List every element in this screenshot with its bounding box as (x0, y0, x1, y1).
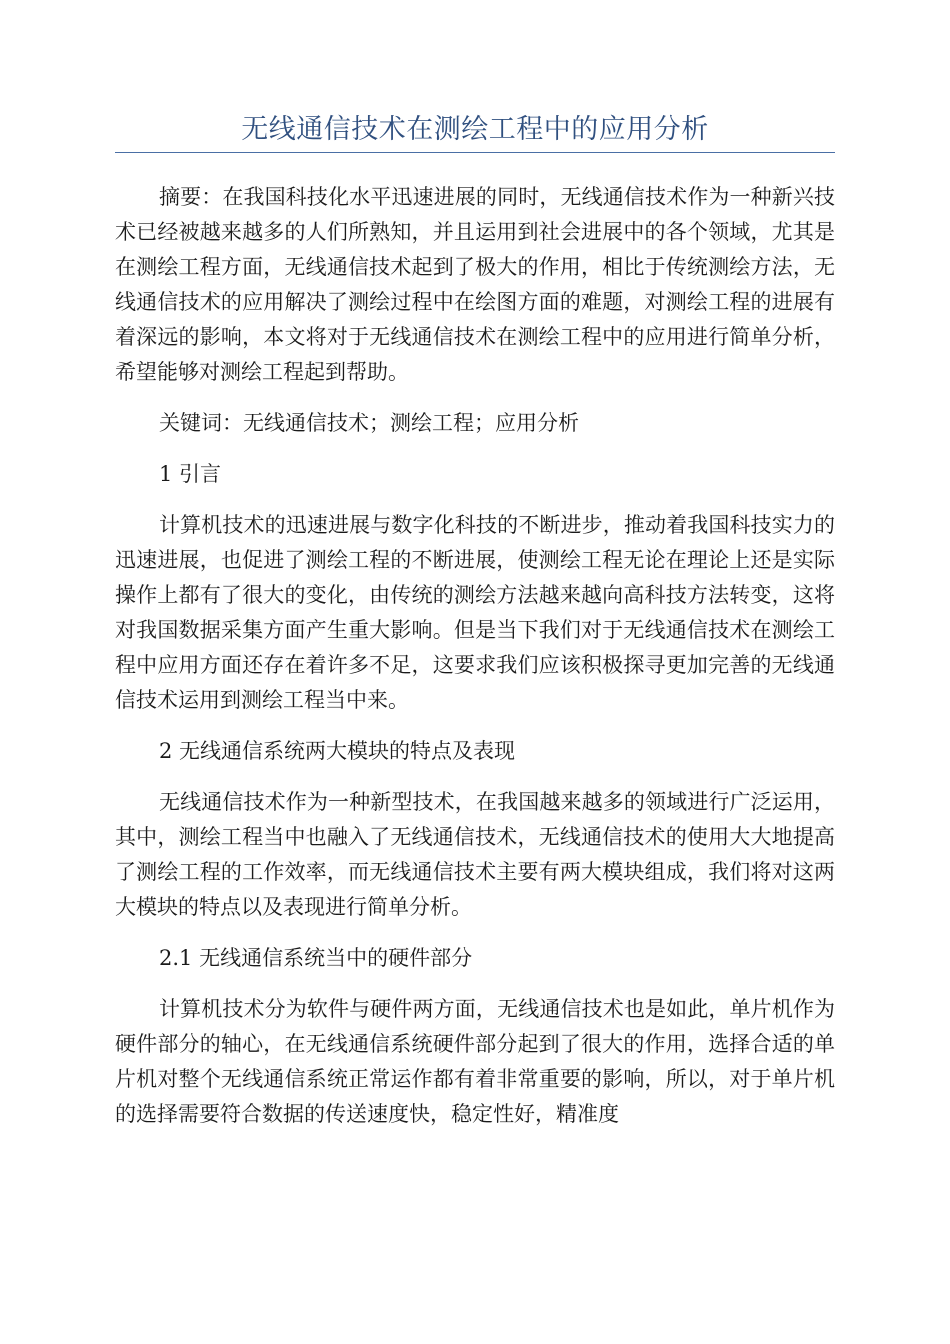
section-heading-introduction: 1 引言 (159, 462, 222, 486)
document-title: 无线通信技术在测绘工程中的应用分析 (115, 112, 835, 153)
section-paragraph-hardware: 计算机技术分为软件与硬件两方面，无线通信技术也是如此，单片机作为硬件部分的轴心，在无线通信系统硬件部分起到了很大的作用，选择合适的单片机对整个无线通信系统正常运作都有着非常重要的影响，所以，对于单片机的选择需要符合数据的传送速度快，稳定性好，精准度 (115, 997, 835, 1126)
section-heading-hardware: 2.1 无线通信系统当中的硬件部分 (159, 946, 473, 970)
document-body (115, 180, 835, 1132)
section-paragraph-introduction: 计算机技术的迅速进展与数字化科技的不断进步，推动着我国科技实力的迅速进展，也促进了测绘工程的不断进展，使测绘工程无论在理论上还是实际操作上都有了很大的变化，由传统的测绘方法越来越向高科技方法转变，这将对我国数据采集方面产生重大影响。但是当下我们对于无线通信技术在测绘工程中应用方面还存在着许多不足，这要求我们应该积极探寻更加完善的无线通信技术运用到测绘工程当中来。 (115, 513, 835, 712)
section-heading-two-modules: 2 无线通信系统两大模块的特点及表现 (159, 739, 516, 763)
section-paragraph-two-modules: 无线通信技术作为一种新型技术，在我国越来越多的领域进行广泛运用，其中，测绘工程当中也融入了无线通信技术，无线通信技术的使用大大地提高了测绘工程的工作效率，而无线通信技术主要有两大模块组成，我们将对这两大模块的特点以及表现进行简单分析。 (115, 790, 835, 919)
keywords-line: 关键词：无线通信技术；测绘工程；应用分析 (159, 411, 579, 435)
abstract-paragraph: 摘要：在我国科技化水平迅速进展的同时，无线通信技术作为一种新兴技术已经被越来越多的人们所熟知，并且运用到社会进展中的各个领域，尤其是在测绘工程方面，无线通信技术起到了极大的作用，相比于传统测绘方法，无线通信技术的应用解决了测绘过程中在绘图方面的难题，对测绘工程的进展有着深远的影响，本文将对于无线通信技术在测绘工程中的应用进行简单分析，希望能够对测绘工程起到帮助。 (115, 185, 835, 384)
document-page (115, 112, 835, 1148)
